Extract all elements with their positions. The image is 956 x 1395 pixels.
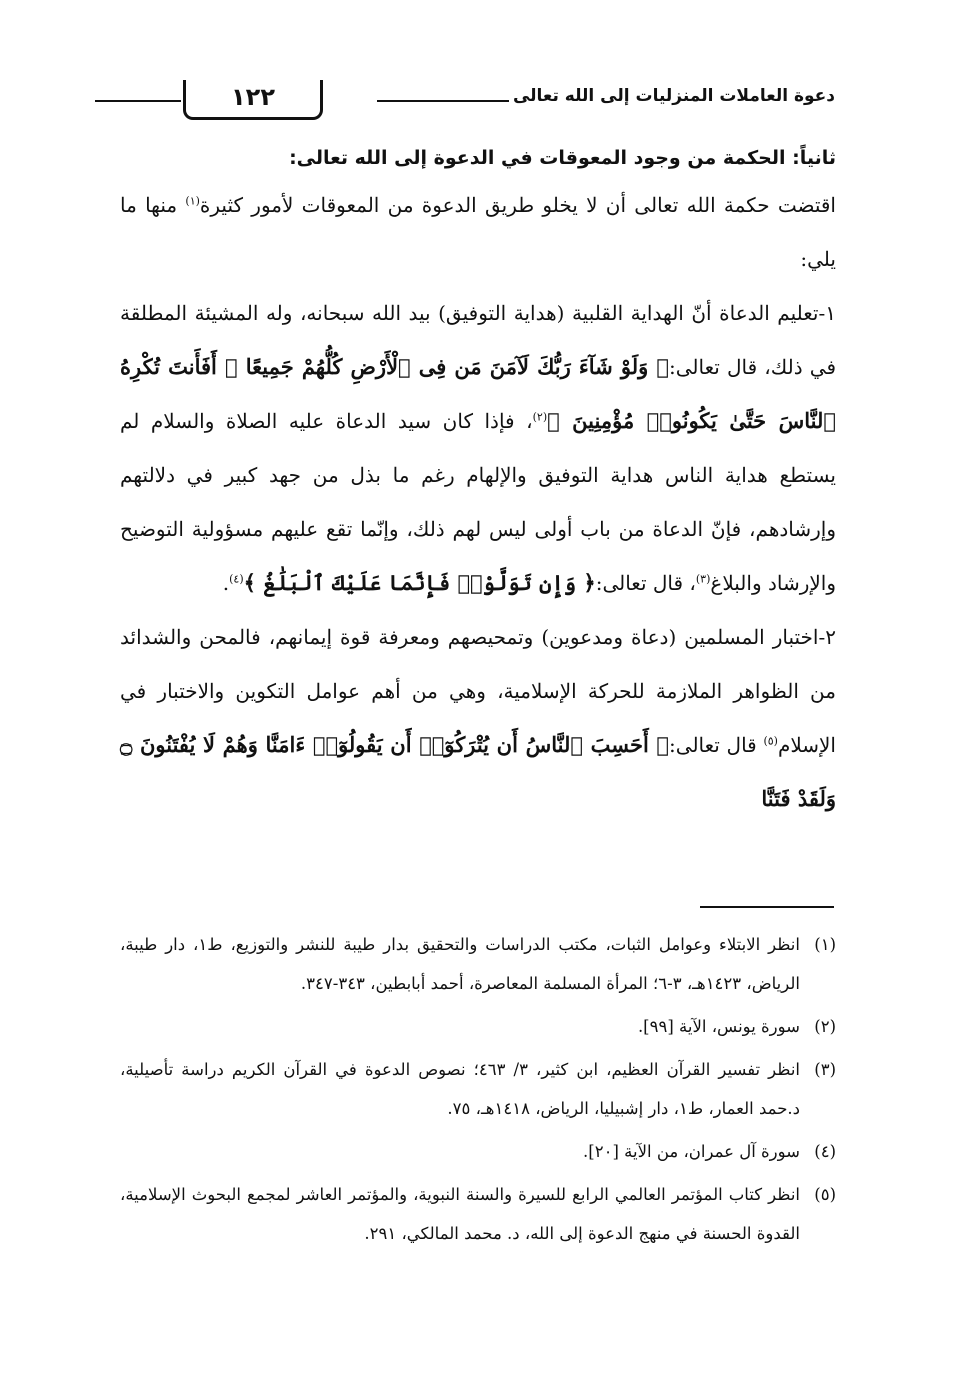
footnote-text: سورة آل عمران، من الآية [٢٠]. <box>583 1142 800 1161</box>
main-text <box>120 138 836 826</box>
point-2-text-a: ٢-اختبار المسلمين (دعاة ومدعوين) وتمحيصهم ومعرفة قوة إيمانهم، فالمحن والشدائد من الظواهر الملازمة للحركة الإسلامية، وهي من أهم عوامل التكوين والاختبار في الإسلام <box>120 625 836 757</box>
footnote-text: انظر تفسير القرآن العظيم، ابن كثير، ٣/ ٤٦٣؛ نصوص الدعوة في القرآن الكريم دراسة تأصيلية، د.حمد العمار، ط١، دار إشبيليا، الرياض، ١٤١٨هـ، ٧٥. <box>120 1060 801 1118</box>
footnote-ref-3[interactable]: (٣) <box>695 572 711 586</box>
point-1-text-c: ، قال تعالى: <box>595 571 696 595</box>
footnote-number: (٤) <box>814 1142 836 1161</box>
footnote-5 <box>120 1175 836 1253</box>
footnote-number: (٣) <box>814 1060 836 1079</box>
intro-paragraph <box>120 178 836 286</box>
intro-text: اقتضت حكمة الله تعالى أن لا يخلو طريق الدعوة من المعوقات لأمور كثيرة <box>199 193 836 217</box>
footnote-ref-1[interactable]: (١) <box>185 194 200 208</box>
point-2-paragraph <box>120 610 836 826</box>
header-rule-left <box>95 100 181 102</box>
header-rule-right <box>377 100 509 102</box>
page-header <box>95 80 835 120</box>
running-title: دعوة العاملات المنزليات إلى الله تعالى <box>512 86 835 106</box>
footnote-ref-2[interactable]: (٢) <box>532 410 548 424</box>
quran-verse-yunus: ﴿ وَلَوْ شَآءَ رَبُّكَ لَآمَنَ مَن فِى ٱلْأَرْضِ كُلُّهُمْ جَمِيعًا ۚ أَفَأَنتَ تُكْرِهُ ٱلنَّاسَ حَتَّىٰ يَكُونُوا۟ مُؤْمِنِينَ ﴾ <box>120 354 836 433</box>
quran-verse-al-imran: ﴿ وَإِن تَوَلَّوْا۟ فَإِنَّمَا عَلَيْكَ ٱلْبَلَٰغُ ﴾ <box>243 570 596 595</box>
footnote-separator <box>700 906 834 908</box>
footnote-number: (٢) <box>814 1017 836 1036</box>
footnote-number: (٥) <box>814 1185 836 1204</box>
footnote-ref-5[interactable]: (٥) <box>763 734 778 748</box>
point-1-text-a: ١-تعليم الدعاة أنّ الهداية القلبية (هداية التوفيق) بيد الله سبحانه، وله المشيئة المطلقة في ذلك، قال تعالى: <box>120 301 837 379</box>
footnote-3 <box>120 1050 836 1128</box>
footnote-2 <box>120 1007 836 1046</box>
footnotes <box>120 925 836 1257</box>
footnote-1 <box>120 925 836 1003</box>
point-1-text-b: ، فإذا كان سيد الدعاة عليه الصلاة والسلام لم يستطع هداية الناس هداية التوفيق والإلهام رغم ما بذل من جهد كبير في دلالتهم وإرشادهم، فإنّ الدعاة من باب أولى ليس لهم ذلك، وإنّما تقع عليهم مسؤولية التوضيح والإرشاد والبلاغ <box>120 409 836 595</box>
footnote-text: انظر كتاب المؤتمر العالمي الرابع للسيرة والسنة النبوية، والمؤتمر العاشر لمجمع البحوث الإسلامية، القدوة الحسنة في منهج الدعوة إلى الله، د. محمد المالكي، ٢٩١. <box>120 1185 800 1243</box>
footnote-ref-4[interactable]: (٤) <box>229 572 244 586</box>
point-2-text-b: قال تعالى: <box>669 733 764 757</box>
footnote-text: سورة يونس، الآية [٩٩]. <box>637 1017 800 1036</box>
page-number: ١٢٢ <box>183 80 323 120</box>
quran-verse-ankabut: ﴿ أَحَسِبَ ٱلنَّاسُ أَن يُتْرَكُوٓا۟ أَن يَقُولُوٓا۟ ءَامَنَّا وَهُمْ لَا يُفْتَنُونَ ۝ وَلَقَدْ فَتَنَّا <box>120 732 836 811</box>
intro-tail: منها ما يلي: <box>120 193 836 271</box>
section-heading: ثانياً: الحكمة من وجود المعوقات في الدعوة إلى الله تعالى: <box>289 147 836 169</box>
point-1-text-d: . <box>222 571 230 595</box>
footnote-text: انظر الابتلاء وعوامل الثبات، مكتب الدراسات والتحقيق بدار طيبة للنشر والتوزيع، ط١، دار طيبة، الرياض، ١٤٢٣هـ، ٣-٦؛ المرأة المسلمة المعاصرة، أحمد أبابطين، ٣٤٣-٣٤٧. <box>120 935 800 993</box>
footnote-number: (١) <box>814 935 836 954</box>
footnote-4 <box>120 1132 836 1171</box>
point-1-paragraph <box>120 286 836 610</box>
